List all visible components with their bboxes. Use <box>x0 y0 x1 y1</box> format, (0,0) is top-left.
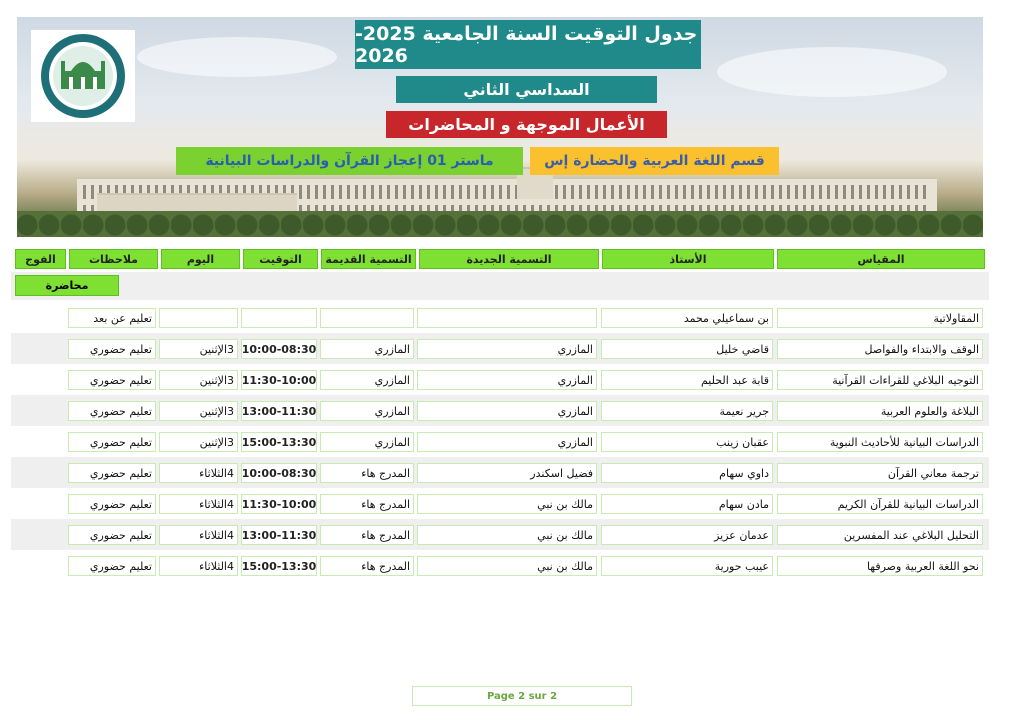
time-cell: 13:00-11:30 <box>241 401 317 421</box>
new-name-cell: المازري <box>417 401 597 421</box>
notes-cell: تعليم حضوري <box>68 432 156 452</box>
new-name-cell: المازري <box>417 370 597 390</box>
notes-cell: تعليم حضوري <box>68 339 156 359</box>
new-name-cell: فضيل اسكندر <box>417 463 597 483</box>
old-name-cell <box>320 308 414 328</box>
table-row <box>11 333 989 364</box>
time-cell: 15:00-13:30 <box>241 556 317 576</box>
module-cell: نحو اللغة العربية وصرفها <box>777 556 983 576</box>
old-name-cell: المدرج هاء <box>320 494 414 514</box>
day-cell: 4الثلاثاء <box>159 525 238 545</box>
department-label: قسم اللغة العربية والحضارة إس <box>530 147 779 175</box>
day-cell: 3الإثنين <box>159 401 238 421</box>
time-cell: 13:00-11:30 <box>241 525 317 545</box>
new-name-cell: المازري <box>417 339 597 359</box>
page-number: Page 2 sur 2 <box>412 686 632 706</box>
new-name-cell: المازري <box>417 432 597 452</box>
professor-cell: بن سماعيلي محمد <box>601 308 773 328</box>
notes-cell: تعليم حضوري <box>68 494 156 514</box>
table-row <box>11 395 989 426</box>
table-row <box>11 457 989 488</box>
column-header-time: التوقيت <box>243 249 318 269</box>
new-name-cell: مالك بن نبي <box>417 556 597 576</box>
section-label-lecture: محاضرة <box>15 275 119 296</box>
professor-cell: جرير نعيمة <box>601 401 773 421</box>
module-cell: المقاولاتية <box>777 308 983 328</box>
day-cell: 4الثلاثاء <box>159 494 238 514</box>
module-cell: التوجيه البلاغي للقراءات القرآنية <box>777 370 983 390</box>
column-header-module: المقياس <box>777 249 985 269</box>
column-header-new-name: التسمية الجديدة <box>419 249 599 269</box>
day-cell: 4الثلاثاء <box>159 556 238 576</box>
time-cell: 15:00-13:30 <box>241 432 317 452</box>
day-cell: 3الإثنين <box>159 339 238 359</box>
table-row <box>11 302 989 333</box>
old-name-cell: المازري <box>320 339 414 359</box>
notes-cell: تعليم حضوري <box>68 401 156 421</box>
time-cell: 10:00-08:30 <box>241 463 317 483</box>
program-label: ماستر 01 إعجاز القرآن والدراسات البيانية <box>176 147 523 175</box>
semester-label: السداسي الثاني <box>396 76 657 103</box>
professor-cell: داوي سهام <box>601 463 773 483</box>
old-name-cell: المازري <box>320 370 414 390</box>
module-cell: البلاغة والعلوم العربية <box>777 401 983 421</box>
professor-cell: مادن سهام <box>601 494 773 514</box>
new-name-cell: مالك بن نبي <box>417 525 597 545</box>
table-row <box>11 364 989 395</box>
old-name-cell: المازري <box>320 401 414 421</box>
new-name-cell <box>417 308 597 328</box>
professor-cell: قابة عبد الحليم <box>601 370 773 390</box>
old-name-cell: المدرج هاء <box>320 556 414 576</box>
university-logo <box>31 30 135 122</box>
module-cell: الدراسات البيانية للقرآن الكريم <box>777 494 983 514</box>
day-cell: 4الثلاثاء <box>159 463 238 483</box>
day-cell: 3الإثنين <box>159 370 238 390</box>
professor-cell: عقبان زينب <box>601 432 773 452</box>
section-strip <box>11 272 989 300</box>
column-header-old-name: التسمية القديمة <box>321 249 416 269</box>
time-cell <box>241 308 317 328</box>
old-name-cell: المدرج هاء <box>320 463 414 483</box>
column-header-group: الفوج <box>15 249 66 269</box>
professor-cell: عدمان عزيز <box>601 525 773 545</box>
notes-cell: تعليم عن بعد <box>68 308 156 328</box>
time-cell: 11:30-10:00 <box>241 494 317 514</box>
new-name-cell: مالك بن نبي <box>417 494 597 514</box>
professor-cell: عيبب حورية <box>601 556 773 576</box>
notes-cell: تعليم حضوري <box>68 463 156 483</box>
day-cell <box>159 308 238 328</box>
table-row <box>11 426 989 457</box>
session-type-label: الأعمال الموجهة و المحاضرات <box>386 111 667 138</box>
old-name-cell: المدرج هاء <box>320 525 414 545</box>
notes-cell: تعليم حضوري <box>68 525 156 545</box>
module-cell: الوقف والابتداء والفواصل <box>777 339 983 359</box>
notes-cell: تعليم حضوري <box>68 556 156 576</box>
table-row <box>11 488 989 519</box>
table-row <box>11 519 989 550</box>
column-header-notes: ملاحظات <box>69 249 158 269</box>
professor-cell: قاضي خليل <box>601 339 773 359</box>
day-cell: 3الإثنين <box>159 432 238 452</box>
time-cell: 11:30-10:00 <box>241 370 317 390</box>
table-row <box>11 550 989 581</box>
notes-cell: تعليم حضوري <box>68 370 156 390</box>
module-cell: التحليل البلاغي عند المفسرين <box>777 525 983 545</box>
time-cell: 10:00-08:30 <box>241 339 317 359</box>
module-cell: الدراسات البيانية للأحاديث النبوية <box>777 432 983 452</box>
column-header-day: اليوم <box>161 249 240 269</box>
schedule-title: جدول التوقيت السنة الجامعية 2025-2026 <box>355 20 701 69</box>
module-cell: ترجمة معاني القرآن <box>777 463 983 483</box>
column-header-professor: الأستاذ <box>602 249 774 269</box>
old-name-cell: المازري <box>320 432 414 452</box>
